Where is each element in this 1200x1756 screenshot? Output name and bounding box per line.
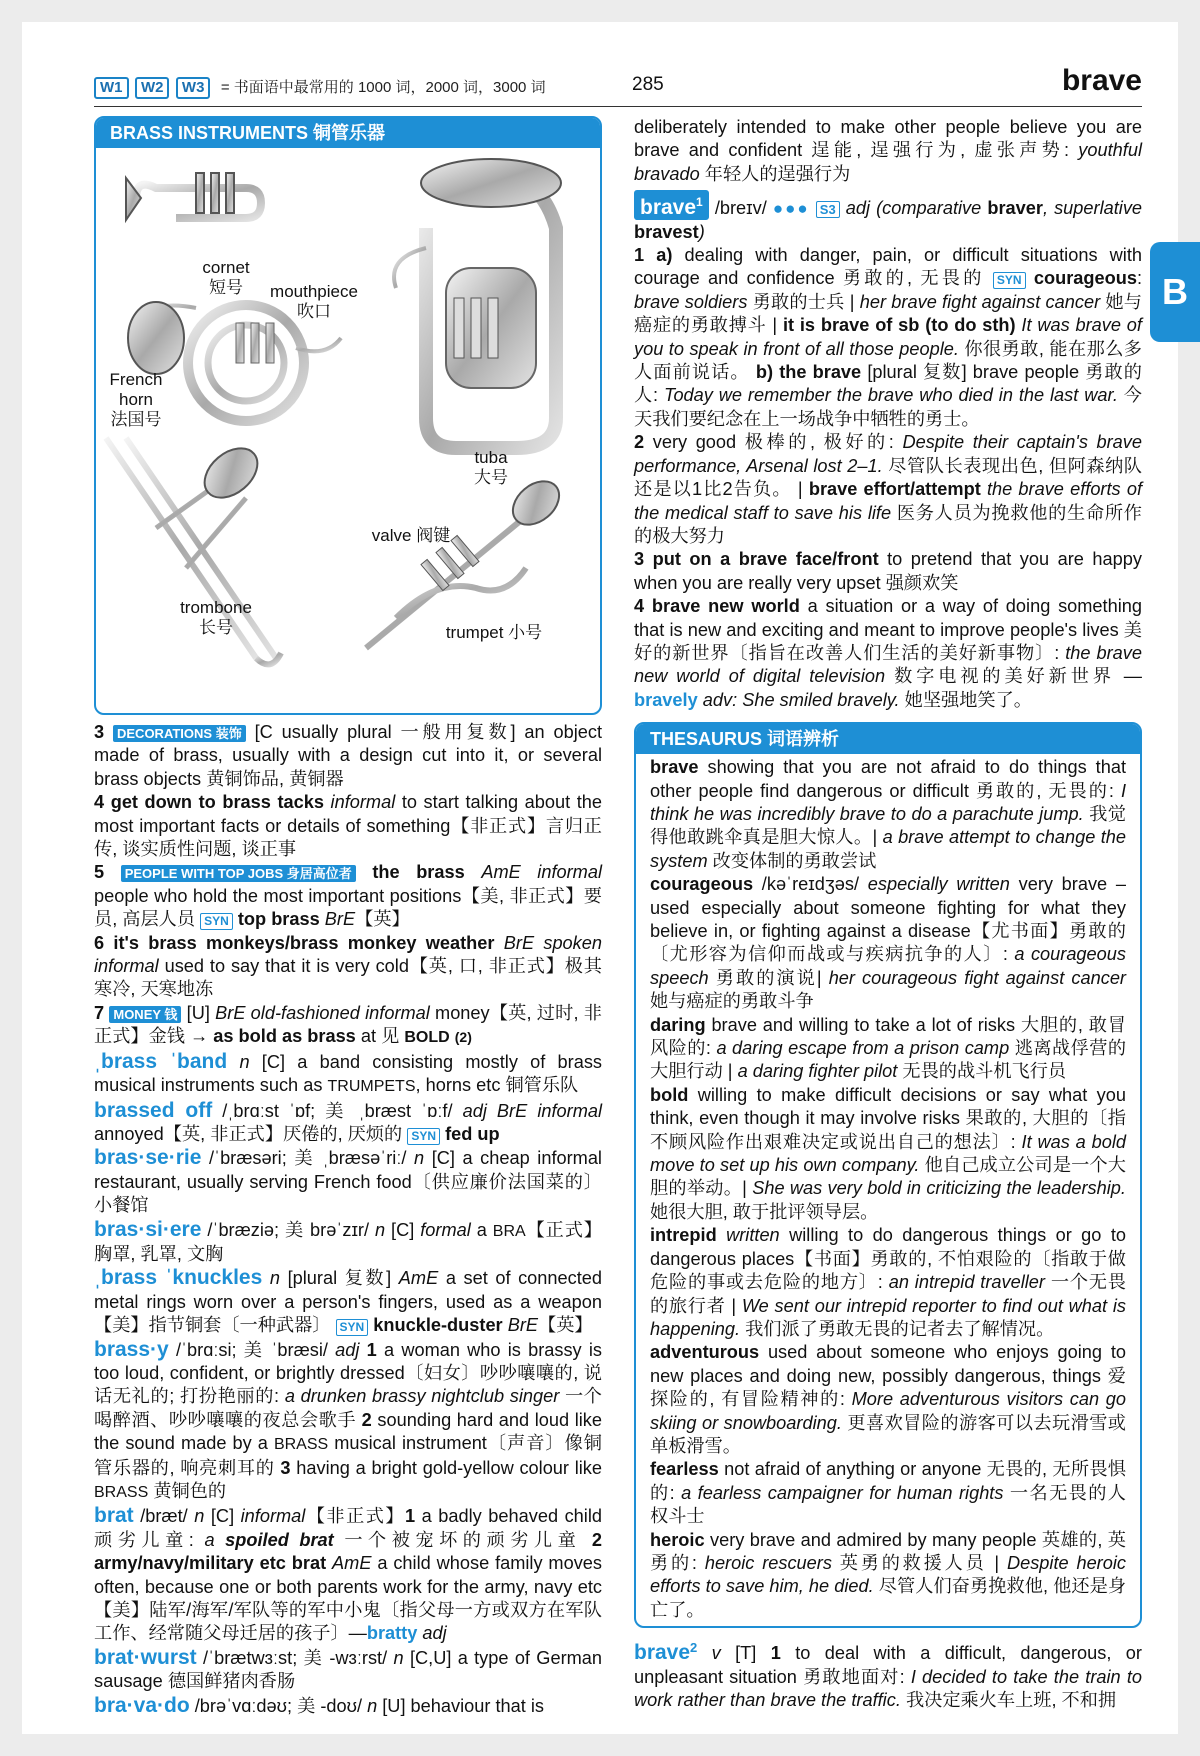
example: a fearless campaigner for human rights — [681, 1482, 1004, 1503]
example: I think he was incredibly brave to do a parachute jump. — [650, 780, 1126, 824]
example-zh: 一名无畏的人权斗士 — [650, 1482, 1126, 1527]
brass-sense-4 — [94, 791, 602, 861]
headword: bra·va·do — [94, 1693, 190, 1717]
part-of-speech: adv: — [702, 689, 738, 710]
thes-word: brave — [650, 757, 699, 778]
label-tuba — [456, 448, 526, 488]
register: formal — [420, 1219, 471, 1240]
comparative-label: (comparative — [876, 198, 982, 219]
register: AmE — [332, 1553, 372, 1574]
phrase: brave new world — [651, 596, 800, 617]
part-of-speech: adj — [335, 1339, 360, 1360]
example-zh: 逃离战俘营的大胆行动 | — [650, 1038, 1127, 1082]
example-zh: 她与癌症的勇敢斗争 — [650, 991, 814, 1012]
example: brave soldiers — [634, 291, 748, 312]
headword: ˌbrass ˈknuckles — [94, 1266, 263, 1290]
thes-word: fearless — [650, 1459, 719, 1480]
part-of-speech: n — [239, 1051, 250, 1072]
left-column — [94, 116, 602, 1718]
instruments-illustration — [96, 148, 600, 713]
brass-sense-6 — [94, 932, 602, 1002]
label-mouthpiece — [264, 282, 364, 322]
example: Despite heroic efforts to save him, he died. — [650, 1552, 1126, 1597]
label-trombone-en: trombone — [180, 598, 252, 617]
example: her courageous fight against cancer — [828, 967, 1126, 988]
example-zh: 我决定乘火车上班, 不和拥 — [905, 1690, 1117, 1711]
example: a courageous speech — [650, 944, 1126, 988]
headword: bras·se·rie — [94, 1146, 202, 1170]
entry-bratwurst — [94, 1646, 602, 1694]
article: a — [476, 1219, 487, 1240]
pronunciation: /ˈbrɑːsi; 美 ˈbræsi/ — [175, 1339, 328, 1360]
definition: [C] a band consisting mostly of brass musical instruments such as — [94, 1051, 603, 1096]
thes-courageous — [650, 873, 1126, 1013]
example: She smiled bravely. — [742, 689, 900, 710]
page-number: 285 — [632, 74, 664, 95]
thesaurus-title: THESAURUS 词语辨析 — [636, 724, 1140, 754]
thes-fearless — [650, 1458, 1126, 1528]
thes-bold — [650, 1084, 1126, 1224]
definition: sounding hard and loud like the sound made by a — [94, 1409, 602, 1454]
definition: a situation or a way of doing something that is new and exciting and meant to improve people's lives 美好的新世界〔指旨在改善人们生活的美好新事物〕: — [634, 596, 1142, 663]
thesaurus-box — [634, 722, 1142, 1628]
headword: bras·si·ere — [94, 1217, 202, 1241]
cornet-drawing — [126, 173, 311, 220]
brave-sense-4 — [634, 595, 1142, 712]
definition: to start talking about the most important facts or details of something【非正式】言归正传, 谈实质性问题, 谈正事 — [94, 792, 603, 860]
definition: very good 极棒的, 极好的: — [652, 432, 894, 453]
example-zh: 一个无畏的旅行者 | — [650, 1272, 1126, 1316]
label-mouthpiece-en: mouthpiece — [270, 282, 358, 301]
frequency-dots-icon: ●●● — [772, 199, 810, 219]
syn-badge: SYN — [336, 1319, 369, 1336]
thes-definition: very brave and admired by many people 英雄的, 英勇的: — [650, 1529, 1126, 1573]
sense-number: 3 — [94, 722, 105, 742]
register: BrE — [507, 1315, 539, 1336]
example: the brave new world of digital television — [634, 642, 1142, 687]
phrase: get down to brass tacks — [110, 792, 324, 813]
headword: brat·wurst — [94, 1645, 197, 1669]
header-rule — [94, 106, 1142, 107]
definition: a badly behaved child 顽劣儿童: — [94, 1506, 602, 1550]
example-zh: 尽管队长表现出色, 但阿森纳队还是以1比2告负。 — [634, 455, 1142, 500]
sense-number: 1 a) — [634, 245, 673, 266]
trumpet-drawing — [366, 472, 567, 648]
grammar: [C] — [210, 1506, 235, 1527]
entry-brassy — [94, 1338, 602, 1505]
sense-number: 6 — [94, 932, 105, 953]
example-zh: 一个喝醉酒、吵吵嚷嚷的夜总会歌手 — [94, 1386, 602, 1430]
label-cornet — [186, 258, 266, 298]
definition: a set of connected metal rings worn over a person's fingers, used as a weapon【美】指节铜套〔一种武器〕 — [94, 1268, 603, 1336]
example-zh: 他自己成立公司是一个大胆的举动。| — [650, 1155, 1126, 1199]
example-zh: 一个被宠坏的顽劣儿童 — [344, 1529, 582, 1550]
register: especially written — [867, 874, 1010, 895]
thes-definition: willing to do dangerous things or go to dangerous places【书面】勇敢的, 不怕艰险的〔指敢于做危险的事或去危险的地方〕: — [650, 1225, 1126, 1293]
definition: [C] a cheap informal restaurant, usually serving French food〔供应廉价法国菜的〕小餐馆 — [94, 1148, 602, 1216]
derived-word: bratty — [366, 1623, 418, 1644]
phrase: the brass — [372, 862, 465, 883]
grammar: [C] — [391, 1219, 415, 1240]
syn-badge: SYN — [993, 272, 1026, 289]
cross-ref-see: at 见 — [360, 1026, 400, 1047]
example: a brave attempt to change the system — [650, 827, 1126, 871]
s3-badge: S3 — [816, 201, 840, 218]
register-zh: 【英】 — [538, 1315, 593, 1336]
example-zh: 英勇的救援人员 | — [839, 1552, 1000, 1573]
syn-badge: SYN — [407, 1128, 440, 1145]
sense-number: b) — [755, 362, 774, 383]
label-trumpet: trumpet 小号 — [445, 623, 543, 642]
headword: brassed off — [94, 1098, 213, 1122]
thes-word: adventurous — [650, 1342, 760, 1363]
entry-brasserie — [94, 1146, 602, 1217]
brave-sense-1a: 1 a) dealing with danger, pain, or difficult situations with courage and confidence 勇敢的, 无畏的 SYN courageous: brave soldiers 勇敢的士兵 | her brave fight against cancer 她与癌症的勇敢搏斗 | it is brave of sb (to do sth) It was brave of you to speak in front of all those people. 你很勇敢, 能在那么多人面前说话。 b) the brave [plural 复数] brave people 勇敢的人: Today we remember the brave who died in the last war. 今天我们要纪念在上一场战争中牺牲的勇士。 — [634, 245, 1143, 429]
thes-daring — [650, 1014, 1126, 1084]
example-zh: 今天我们要纪念在上一场战争中牺牲的勇士。 — [634, 385, 1142, 429]
definition: to deal with a difficult, dangerous, or unpleasant situation 勇敢地面对: — [634, 1643, 1142, 1687]
brass-instruments-box — [94, 116, 602, 715]
sense-number: 4 — [94, 792, 105, 813]
w3-badge: W3 — [176, 77, 211, 99]
headword: brave — [634, 1641, 691, 1665]
signpost-tag: MONEY 钱 — [109, 1006, 181, 1023]
small-caps-word: BRASS — [273, 1436, 329, 1454]
part-of-speech: adj BrE informal — [462, 1100, 603, 1121]
entry-brassed-off — [94, 1099, 602, 1147]
register: written — [726, 1225, 780, 1246]
phrase: the brave — [779, 362, 862, 383]
register: AmE informal — [481, 862, 602, 883]
pronunciation: /brəˈvɑːdəʊ; 美 -doʊ/ — [194, 1695, 362, 1716]
part-of-speech: n — [194, 1506, 205, 1527]
definition: [C,U] a type of German sausage 德国鲜猪肉香肠 — [94, 1647, 603, 1692]
pattern: brave effort/attempt — [808, 479, 981, 500]
example-zh: 数字电视的美好新世界 — — [894, 666, 1142, 687]
sense-number: 3 — [280, 1457, 291, 1478]
comparative: braver — [987, 198, 1043, 219]
part-of-speech: adj — [845, 198, 871, 219]
register-zh: 【英】 — [355, 909, 410, 930]
right-column — [634, 116, 1142, 1712]
headword: brat — [94, 1504, 134, 1528]
thes-word: bold — [650, 1084, 689, 1105]
definition: money【英, 过时, 非正式】金钱 — [94, 1002, 602, 1047]
example: It was a bold move to set up his own company. — [650, 1131, 1126, 1176]
synonym: knuckle-duster — [373, 1315, 503, 1336]
thes-definition: used about someone who enjoys going to new places and doing new, possibly dangerous, things 爱探险的, 有冒险精神的: — [650, 1342, 1126, 1410]
thes-intrepid — [650, 1224, 1126, 1341]
thes-definition: willing to make difficult decisions or say what you think, even though it may involve risks 果敢的, 大胆的〔指不顾风险作出艰难决定或说出自己的想法〕: — [650, 1084, 1126, 1152]
grammar: [U] — [186, 1002, 210, 1023]
definition: [U] behaviour that is — [382, 1695, 545, 1716]
example: a daring escape from a prison camp — [716, 1038, 1010, 1059]
w1-badge: W1 — [94, 77, 129, 99]
brave-sense-2: 2 very good 极棒的, 极好的: Despite their captain's brave performance, Arsenal lost 2–1. 尽管队长表现出色, 但阿森纳队还是以1比2告负。 | brave effort/attempt the brave efforts of the medical staff to save his life 医务人员为挽救他的生命所作的极大努力 — [634, 432, 1142, 546]
small-caps-word: BRA — [492, 1222, 526, 1240]
entry-brave-verb — [634, 1636, 1142, 1712]
w2-badge: W2 — [135, 77, 170, 99]
sense-number: 1 — [405, 1506, 416, 1527]
label-mouthpiece-zh: 吹口 — [297, 302, 331, 321]
label-trombone — [166, 598, 266, 638]
brass-sense-7 — [94, 1002, 602, 1050]
example: the brave efforts of the medical staff to save his life — [634, 479, 1142, 523]
part-of-speech: n — [367, 1695, 378, 1716]
example-zh: 你很勇敢, 能在那么多人面前说话。 — [634, 338, 1142, 383]
grammar: [T] — [735, 1643, 757, 1664]
synonym: top brass — [237, 909, 320, 930]
definition: deliberately intended to make other people believe you are brave and confident 逞能, 逞强行为, 虚张声势: — [634, 117, 1142, 161]
translation: 【正式】胸罩, 乳罩, 文胸 — [94, 1219, 602, 1264]
small-caps-word: BRASS — [94, 1484, 149, 1501]
pronunciation: /kəˈreɪdʒəs/ — [761, 874, 860, 895]
register-zh: 【非正式】 — [305, 1506, 406, 1527]
headword: brave — [640, 196, 697, 220]
definition: annoyed【英, 非正式】厌倦的, 厌烦的 — [94, 1123, 403, 1144]
example-zh: 年轻人的逞强行为 — [704, 163, 851, 184]
example-zh: 我觉得他敢跳伞真是胆大惊人。| — [650, 803, 1126, 848]
pronunciation: /ˈbrætwɜːst; 美 -wɜːrst/ — [203, 1647, 388, 1668]
definition: used to say that it is very cold【英, 口, 非正式】极其寒冷, 天寒地冻 — [94, 956, 602, 1000]
example: We sent our intrepid reporter to find out what is happening. — [650, 1295, 1126, 1339]
example-zh: 她很大胆, 敢于批评领导层。 — [650, 1201, 879, 1222]
definition: having a bright gold-yellow colour like — [296, 1457, 603, 1478]
label-cornet-zh: 短号 — [209, 278, 243, 297]
example-zh: 改变体制的勇敢尝试 — [712, 850, 877, 871]
thes-definition: very brave – used especially about someone fighting for what they believe in, or fighting against a disease【尤书面】勇敢的〔尤形容为信仰而战或与疾病抗争的人〕: — [650, 874, 1126, 965]
example: Despite their captain's brave performance, Arsenal lost 2–1. — [634, 432, 1142, 476]
derived-word: bravely — [634, 689, 698, 710]
brave-sense-3 — [634, 548, 1142, 595]
headword-box — [634, 190, 709, 220]
example: a — [204, 1529, 215, 1550]
label-valve: valve 阀键 — [371, 526, 451, 545]
pronunciation: /breɪv/ — [714, 198, 767, 219]
small-caps-word: TRUMPETS — [327, 1078, 416, 1096]
bravado-continued — [634, 116, 1142, 186]
example-zh: 更喜欢冒险的游客可以去玩滑雪或单板滑雪。 — [650, 1412, 1126, 1456]
sense-number: 1 — [366, 1339, 377, 1360]
brass-sense-3 — [94, 721, 602, 791]
definition: dealing with danger, pain, or difficult situations with courage and confidence 勇敢的, 无畏的 — [634, 245, 1142, 289]
entry-brassiere — [94, 1218, 602, 1267]
frequency-key — [94, 76, 546, 99]
sense-number: 2 — [361, 1409, 372, 1430]
sense-number: 1 — [770, 1643, 781, 1664]
label-french-en: French — [109, 370, 163, 389]
definition: [C usually plural 一般用复数] an object made of brass, usually with a design cut into it, or several brass objects 黄铜饰品, 黄铜器 — [94, 722, 602, 789]
definition: to pretend that you are happy when you are really very upset 强颜欢笑 — [634, 549, 1142, 593]
sense-number: 7 — [94, 1002, 105, 1023]
frequency-note: = 书面语中最常用的 1000 词，2000 词，3000 词 — [220, 79, 546, 96]
thes-heroic — [650, 1529, 1126, 1623]
entry-brass-band — [94, 1050, 602, 1099]
pronunciation: /ˈbræsəri; 美 ˌbræsəˈriː/ — [208, 1148, 407, 1169]
definition: people who hold the most important positions【美, 非正式】要员, 高层人员 — [94, 885, 602, 930]
part-of-speech: n — [414, 1148, 425, 1169]
synonym: fed up — [445, 1123, 500, 1144]
thes-word: intrepid — [650, 1225, 717, 1246]
sense-number: 5 — [94, 862, 105, 883]
example: a drunken brassy nightclub singer — [284, 1386, 560, 1407]
example: a daring fighter pilot — [737, 1061, 898, 1082]
cross-ref-num: (2) — [454, 1029, 472, 1046]
part-of-speech: n — [374, 1219, 386, 1240]
part-of-speech: n — [269, 1268, 280, 1289]
example-zh: 她与癌症的勇敢搏斗 — [634, 291, 1142, 336]
example-zh: 医务人员为挽救他的生命所作的极大努力 — [634, 502, 1142, 546]
brass-sense-5 — [94, 861, 602, 931]
phrase: army/navy/military etc brat — [94, 1553, 327, 1574]
example: heroic rescuers — [704, 1552, 832, 1573]
definition-cont: , horns etc 铜管乐队 — [415, 1075, 579, 1096]
syn-badge: SYN — [200, 913, 233, 930]
register: BrE — [324, 909, 356, 930]
register: informal — [240, 1506, 306, 1527]
definition: brave people 勇敢的人: — [634, 362, 1142, 406]
example-zh: 勇敢的演说| — [715, 967, 822, 988]
part-of-speech: v — [711, 1643, 721, 1664]
thes-brave — [650, 756, 1126, 873]
thes-word: heroic — [650, 1529, 705, 1550]
example: an intrepid traveller — [888, 1272, 1045, 1293]
example: It was brave of you to speak in front of all those people. — [634, 315, 1142, 359]
example: She was very bold in criticizing the leadership. — [752, 1178, 1126, 1199]
example-zh: 勇敢的士兵 — [752, 291, 845, 312]
example-zh: 无畏的战斗机飞行员 — [902, 1061, 1067, 1082]
sense-number: 3 — [634, 549, 645, 570]
phrase: it's brass monkeys/brass monkey weather — [113, 932, 495, 953]
example: I decided to take the train to work rather than brave the traffic. — [634, 1666, 1142, 1711]
register: informal — [330, 792, 396, 813]
left-entries — [94, 721, 602, 1718]
part-of-speech: adj — [422, 1623, 447, 1644]
example: Today we remember the brave who died in the last war. — [664, 385, 1118, 406]
register: AmE — [398, 1268, 439, 1289]
example: her brave fight against cancer — [859, 291, 1101, 312]
entry-bravado — [94, 1694, 602, 1718]
label-horn-zh: 法国号 — [110, 410, 162, 429]
thes-adventurous — [650, 1341, 1126, 1458]
phrase: put on a brave face/front — [652, 549, 879, 570]
synonym: courageous — [1033, 268, 1137, 289]
part-of-speech: n — [393, 1647, 404, 1668]
cross-ref-phrase: as bold as brass — [213, 1026, 356, 1047]
arrow-icon: → — [190, 1026, 209, 1047]
brass-box-title: BRASS INSTRUMENTS 铜管乐器 — [96, 118, 600, 148]
headword: brass·y — [94, 1337, 169, 1361]
thes-word: courageous — [650, 874, 754, 895]
signpost-tag: DECORATIONS 装饰 — [113, 725, 246, 742]
example: youthful bravado — [634, 140, 1142, 184]
definition-cont: 黄铜色的 — [153, 1481, 227, 1501]
pronunciation: /ˈbræziə; 美 brəˈzɪr/ — [207, 1219, 370, 1240]
sense-number: 2 — [634, 432, 645, 453]
register: BrE old-fashioned informal — [215, 1002, 430, 1023]
sense-number: 2 — [591, 1529, 603, 1550]
signpost-tag: PEOPLE WITH TOP JOBS 身居高位者 — [121, 865, 356, 882]
cross-ref-word: BOLD — [404, 1029, 450, 1047]
example-collocation: spoiled brat — [225, 1529, 334, 1550]
page-header — [72, 62, 1142, 102]
grammar: [plural 复数] — [287, 1268, 392, 1289]
thes-definition: not afraid of anything or anyone 无畏的, 无所畏惧的: — [650, 1459, 1126, 1503]
label-cornet-en: cornet — [202, 258, 250, 277]
entry-brat — [94, 1504, 602, 1645]
label-tuba-en: tuba — [474, 448, 508, 467]
definition: a woman who is brassy is too loud, confident, or brightly dressed〔妇女〕吵吵嚷嚷的, 说话无礼的; 打扮艳丽的: — [94, 1339, 602, 1407]
thesaurus-body — [636, 754, 1140, 1626]
entry-brass-knuckles — [94, 1266, 602, 1337]
label-horn-en: horn — [118, 390, 154, 409]
superlative: bravest — [634, 221, 699, 242]
homograph-number: 1 — [696, 195, 703, 210]
definition-cont: musical instrument〔声音〕像铜管乐器的, 响亮刺耳的 — [94, 1433, 602, 1478]
pronunciation: /bræt/ — [140, 1506, 188, 1527]
entry-brave-adj — [634, 190, 1142, 244]
grammar: [plural 复数] — [867, 362, 967, 383]
sense-number: 4 — [634, 596, 645, 617]
register: BrE spoken informal — [94, 932, 603, 977]
thes-definition: showing that you are not afraid to do things that other people find dangerous or difficult 勇敢的, 无畏的: — [650, 757, 1126, 801]
thes-word: daring — [650, 1014, 706, 1035]
label-trombone-zh: 长号 — [199, 618, 233, 637]
example-zh: 尽管人们奋勇挽救他, 他还是身亡了。 — [650, 1576, 1127, 1620]
tuba-drawing — [394, 159, 561, 448]
paren: ) — [698, 221, 705, 242]
example: More adventurous visitors can go skiing or snowboarding. — [650, 1389, 1126, 1433]
pattern: it is brave of sb (to do sth) — [782, 315, 1016, 336]
headword: ˌbrass ˈband — [94, 1049, 228, 1073]
letter-tab: B — [1150, 242, 1200, 342]
example-zh: 她坚强地笑了。 — [904, 689, 1032, 710]
label-tuba-zh: 大号 — [474, 468, 508, 487]
thes-definition: brave and willing to take a lot of risks 大胆的, 敢冒风险的: — [650, 1014, 1126, 1059]
homograph-number: 2 — [690, 1640, 698, 1656]
guide-word: brave — [1061, 64, 1142, 97]
label-french-horn — [106, 370, 166, 430]
superlative-label: , superlative — [1042, 198, 1143, 219]
example-zh: 我们派了勇敢无畏的记者去了解情况。 — [745, 1318, 1055, 1339]
pronunciation: /ˌbrɑːst ˈɒf; 美 ˌbræst ˈɒːf/ — [222, 1100, 453, 1121]
definition: a child whose family moves often, because one or both parents work for the army, navy etc【美】陆军/海军/军队等的军中小鬼〔指父母一方或双方在军队工作、经常随父母迁居的孩子〕— — [94, 1553, 602, 1644]
